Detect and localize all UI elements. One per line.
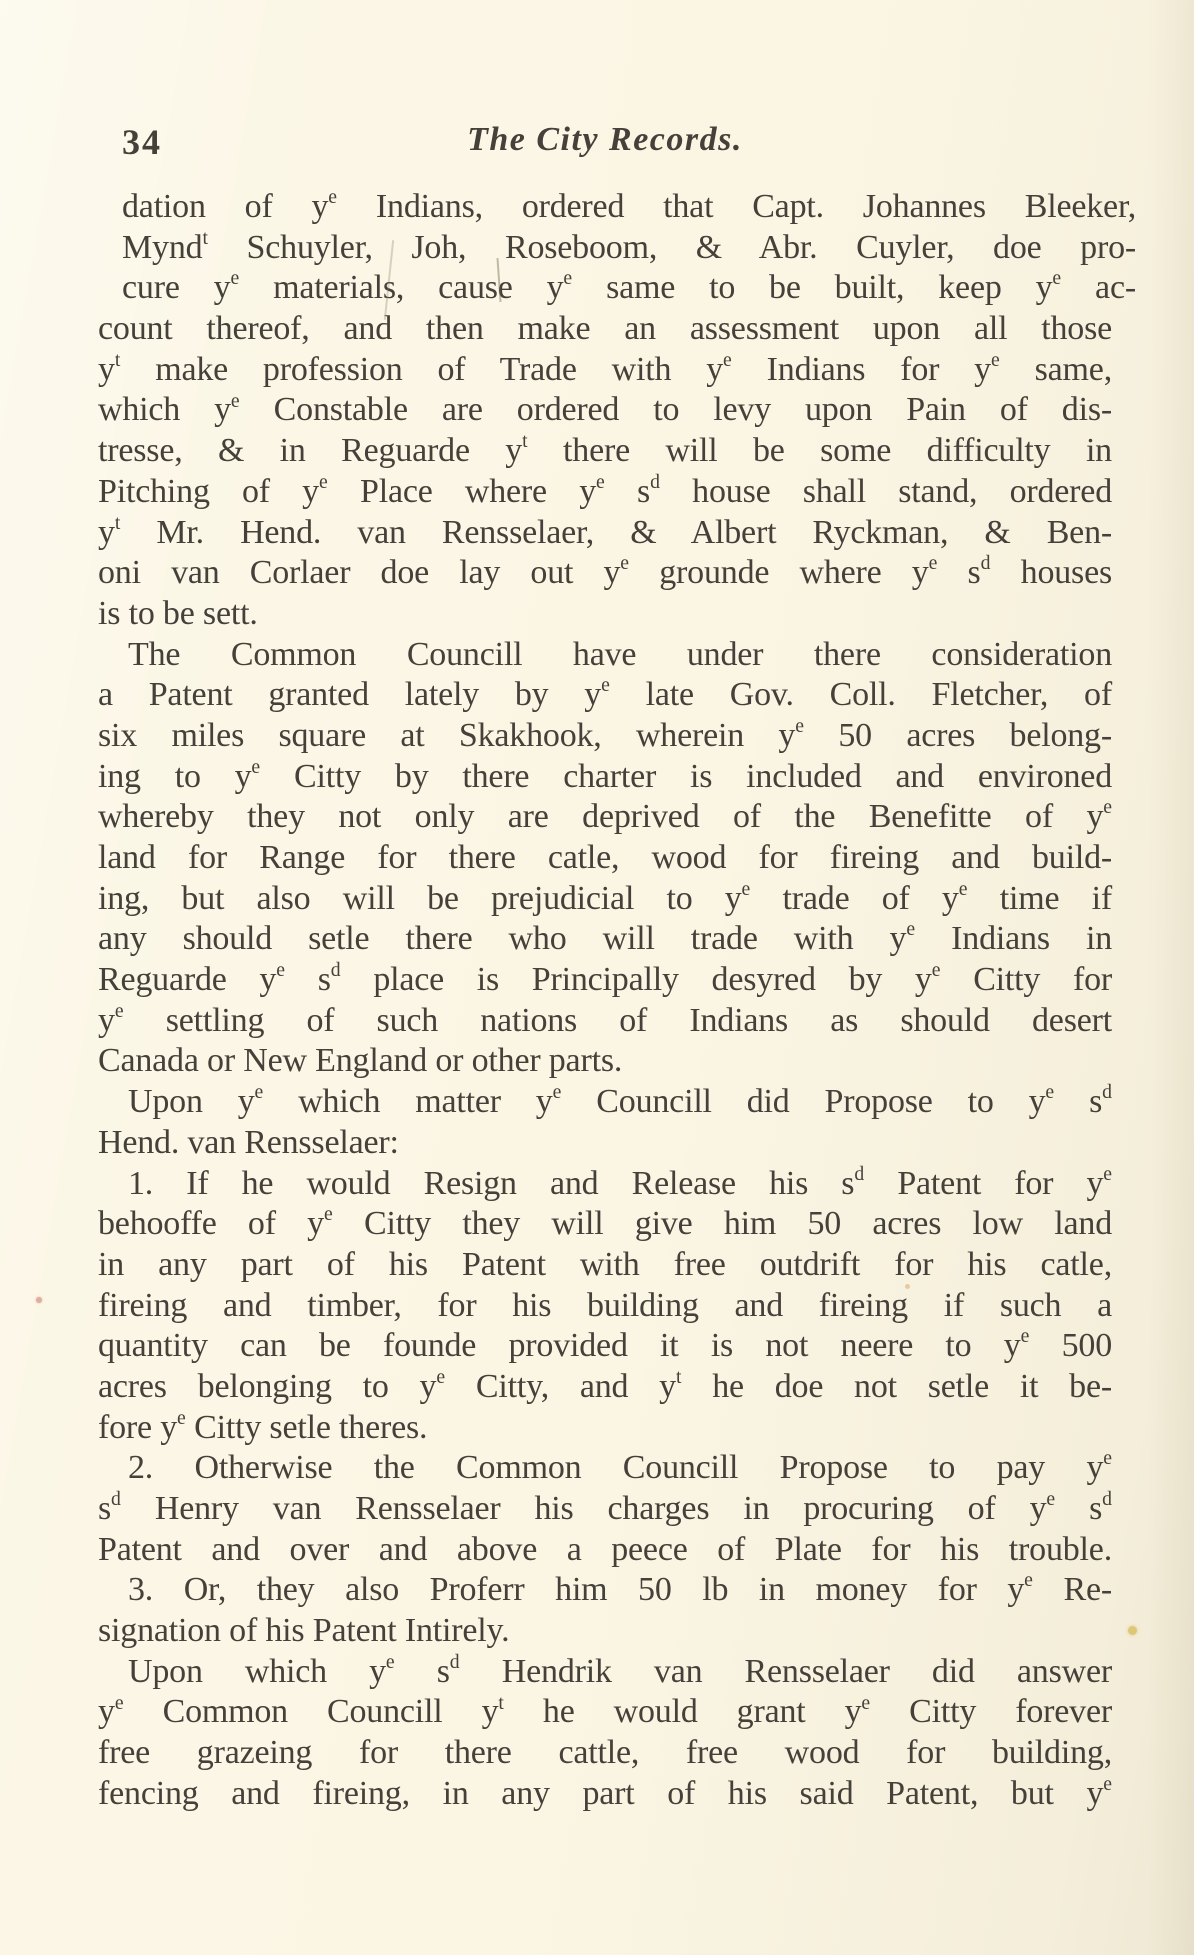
text-line: signation of his Patent Intirely. xyxy=(98,1612,510,1650)
text-line: acres belonging to $y^e$ Citty, and $y^t$ he doe not setle it be- xyxy=(98,1366,1112,1405)
text-line: $y^t$ Mr. Hend. van Rensselaer, & Albert Ryckman, & Ben- xyxy=(98,511,1112,551)
text-line: Pitching of $y^e$ Place where $y^e$ $s^d$ house shall stand, ordered xyxy=(98,470,1112,510)
text-line: count thereof, and then make an assessment upon all those xyxy=(98,310,1112,348)
text-line: 2. Otherwise the Common Councill Propose to pay $y^e$ xyxy=(128,1447,1112,1487)
text-line: behooffe of $y^e$ Citty they will give him 50 acres low land xyxy=(98,1203,1112,1243)
text-line: Canada or New England or other parts. xyxy=(98,1042,623,1080)
text-line: ing to $y^e$ Citty by there charter is included and environed xyxy=(98,755,1112,795)
text-line: Mynd$^t$ Schuyler, Joh, Roseboom, & Abr. Cuyler, doe pro- xyxy=(122,226,1136,266)
text-line: dation of $y^e$ Indians, ordered that Capt. Johannes Bleeker, xyxy=(122,186,1137,225)
text-line: any should setle there who will trade with $y^e$ Indians in xyxy=(98,918,1112,958)
text-line: Hend. van Rensselaer: xyxy=(98,1123,399,1161)
text-line: which $y^e$ Constable are ordered to levy upon Pain of dis- xyxy=(98,389,1112,429)
text-line: $y^e$ settling of such nations of Indians as should desert xyxy=(98,999,1112,1039)
text-line: six miles square at Skakhook, wherein $y^e$ 50 acres belong- xyxy=(98,715,1112,754)
text-line: $s^d$ Henry van Rensselaer his charges in procuring of $y^e$ $s^d$ xyxy=(98,1488,1112,1527)
text-line: Upon which $y^e$ $s^d$ Hendrik van Rensselaer did answer xyxy=(128,1650,1112,1690)
text-line: fireing and timber, for his building and fireing if such a xyxy=(98,1286,1112,1324)
text-line: $y^e$ Common Councill $y^t$ he would grant $y^e$ Citty forever xyxy=(98,1691,1112,1731)
text-line: Patent and over and above a peece of Plate for his trouble. xyxy=(98,1530,1112,1568)
text-line: Reguarde $y^e$ $s^d$ place is Principally desyred by $y^e$ Citty for xyxy=(98,959,1112,999)
text-line: oni van Corlaer doe lay out $y^e$ grounde where $y^e$ $s^d$ houses xyxy=(98,552,1112,592)
text-line: fencing and fireing, in any part of his said Patent, but $y^e$ xyxy=(98,1772,1112,1812)
text-line: in any part of his Patent with free outdrift for his catle, xyxy=(98,1245,1112,1283)
text-line: quantity can be founde provided it is not neere to $y^e$ 500 xyxy=(98,1325,1113,1365)
text-line: $y^t$ make profession of Trade with $y^e$ Indians for $y^e$ same, xyxy=(98,348,1112,388)
text-line: Upon $y^e$ which matter $y^e$ Councill did Propose to $y^e$ $s^d$ xyxy=(128,1081,1113,1121)
page-header xyxy=(98,121,1112,167)
paper-speck xyxy=(1128,1626,1137,1635)
running-title: The City Records. xyxy=(467,121,743,158)
text-line: land for Range for there catle, wood for fireing and build- xyxy=(98,839,1112,876)
body-text xyxy=(98,186,1137,1815)
text-line: a Patent granted lately by $y^e$ late Gov. Coll. Fletcher, of xyxy=(98,674,1112,714)
text-line: free grazeing for there cattle, free wood for building, xyxy=(98,1734,1112,1772)
text-line: 1. If he would Resign and Release his $s^d$ Patent for $y^e$ xyxy=(128,1162,1112,1202)
text-line: The Common Councill have under there consideration xyxy=(128,635,1112,673)
page-number: 34 xyxy=(122,122,162,162)
text-line: cure $y^e$ materials, cause $y^e$ same to be built, keep $y^e$ ac- xyxy=(122,267,1136,307)
text-line: fore $y^e$ Citty setle theres. xyxy=(98,1406,428,1446)
text-line: is to be sett. xyxy=(98,594,258,632)
text-line: ing, but also will be prejudicial to $y^e$ trade of $y^e$ time if xyxy=(98,877,1112,917)
text-line: tresse, & in Reguarde $y^t$ there will be some difficulty in xyxy=(98,430,1112,470)
text-line: 3. Or, they also Proferr him 50 lb in money for $y^e$ Re- xyxy=(128,1569,1113,1609)
text-line: whereby they not only are deprived of the Benefitte of $y^e$ xyxy=(98,796,1112,836)
paper-speck xyxy=(36,1297,42,1303)
